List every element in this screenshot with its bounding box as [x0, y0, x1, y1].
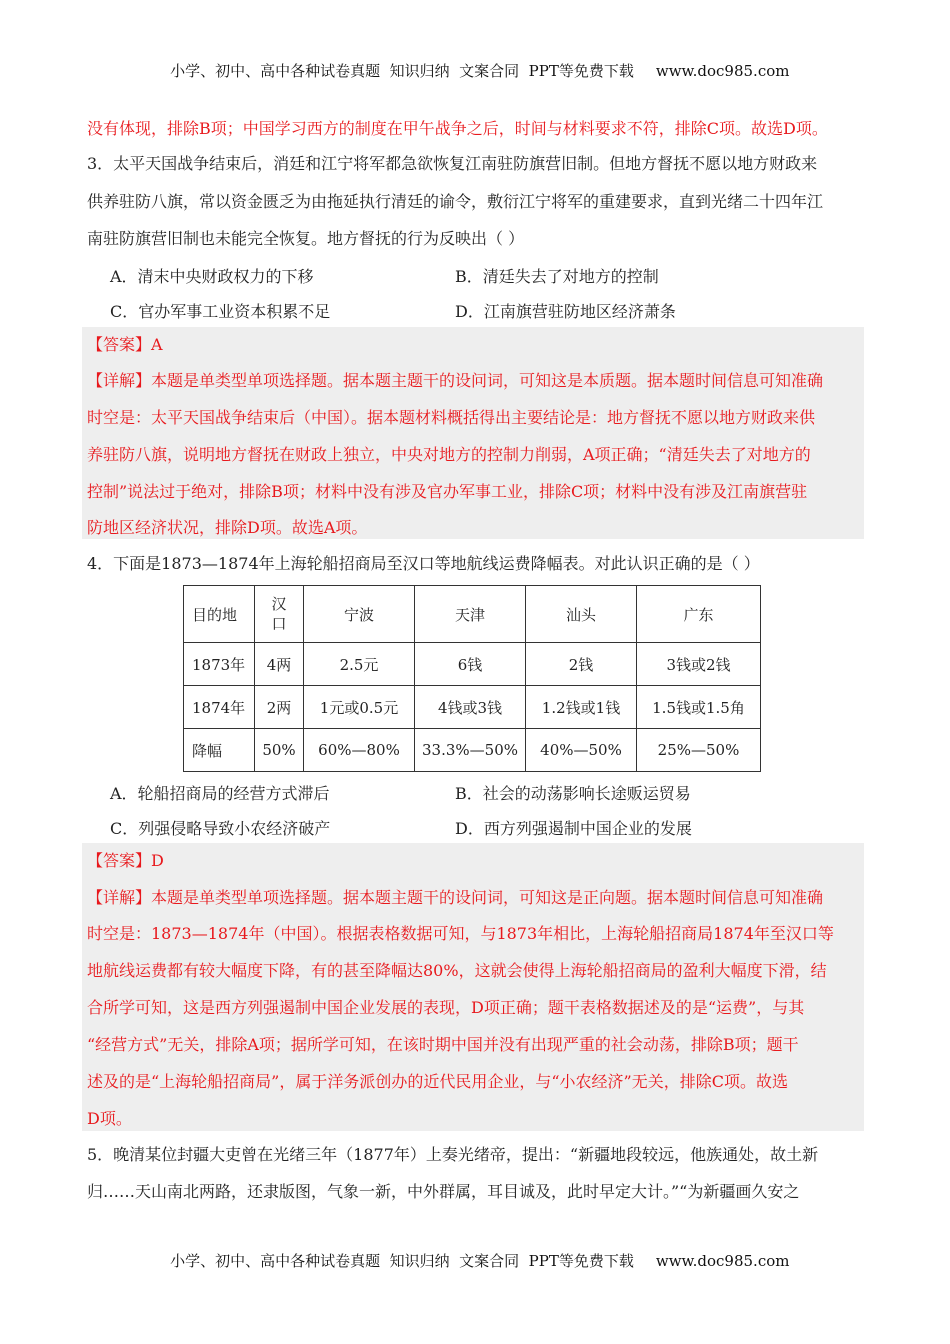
page-footer: [0, 1232, 950, 1271]
table-cell: 1873年: [184, 643, 255, 686]
table-cell: 2钱: [526, 643, 637, 686]
footer-url[interactable]: www.doc985.com: [655, 1252, 790, 1270]
q4-detail-5: “经营方式”无关，排除A项；据所学可知，在该时期中国并没有出现严重的社会动荡，排除B项；题干: [87, 1035, 799, 1054]
q4-option-d: D．西方列强遏制中国企业的发展: [455, 819, 692, 838]
header-text: 小学、初中、高中各种试卷真题 知识归纳 文案合同 PPT等免费下载: [170, 62, 634, 80]
q3-detail-4: 控制”说法过于绝对，排除B项；材料中没有涉及官办军事工业，排除C项；材料中没有涉及江南旗营驻: [87, 482, 808, 501]
footer-text: 小学、初中、高中各种试卷真题 知识归纳 文案合同 PPT等免费下载: [170, 1252, 634, 1270]
q4-detail-1: 【详解】本题是单类型单项选择题。据本题主题干的设问词，可知这是正向题。据本题时间信息可知准确: [87, 888, 824, 907]
table-cell: 降幅: [184, 729, 255, 772]
q3-answer-box: [82, 327, 864, 539]
table-cell: 1874年: [184, 686, 255, 729]
q4-detail-2: 时空是：1873—1874年（中国）。根据表格数据可知，与1873年相比，上海轮船招商局1874年至汉口等: [87, 924, 834, 943]
q3-option-d: D．江南旗营驻防地区经济萧条: [455, 302, 676, 321]
q3-detail-3: 养驻防八旗，说明地方督抚在财政上独立，中央对地方的控制力削弱，A项正确；“清廷失去了对地方的: [87, 445, 811, 464]
table-cell: 50%: [255, 729, 304, 772]
q4-answer: 【答案】D: [87, 851, 164, 870]
q4-detail-4: 合所学可知，这是西方列强遏制中国企业发展的表现，D项正确；题干表格数据述及的是“运费”，与其: [87, 998, 805, 1017]
q4-detail-6: 述及的是“上海轮船招商局”，属于洋务派创办的近代民用企业，与“小农经济”无关，排除C项。故选: [87, 1072, 788, 1091]
table-cell: 4钱或3钱: [415, 686, 526, 729]
q4-detail-3: 地航线运费都有较大幅度下降，有的甚至降幅达80%，这就会使得上海轮船招商局的盈利大幅度下滑，结: [87, 961, 827, 980]
q3-detail-2: 时空是：太平天国战争结束后（中国）。据本题材料概括得出主要结论是：地方督抚不愿以地方财政来供: [87, 408, 816, 427]
page-header: [0, 42, 950, 81]
q3-option-c: C．官办军事工业资本积累不足: [110, 302, 331, 321]
table-row: [184, 643, 761, 686]
table-header-cell: 汉口: [255, 586, 304, 643]
q3-answer: 【答案】A: [87, 335, 163, 354]
table-cell: 1.5钱或1.5角: [637, 686, 761, 729]
table-cell: 1元或0.5元: [304, 686, 415, 729]
table-cell: 3钱或2钱: [637, 643, 761, 686]
q3-detail-1: 【详解】本题是单类型单项选择题。据本题主题干的设问词，可知这是本质题。据本题时间信息可知准确: [87, 371, 824, 390]
q3-option-b: B．清廷失去了对地方的控制: [455, 267, 659, 286]
table-cell: 6钱: [415, 643, 526, 686]
table-cell: 25%—50%: [637, 729, 761, 772]
header-url[interactable]: www.doc985.com: [655, 62, 790, 80]
table-cell: 4两: [255, 643, 304, 686]
table-cell: 60%—80%: [304, 729, 415, 772]
table-header-cell: 天津: [415, 586, 526, 643]
q4-detail-7: D项。: [87, 1109, 132, 1128]
table-cell: 33.3%—50%: [415, 729, 526, 772]
table-header-cell: 目的地: [184, 586, 255, 643]
q3-line-1: 3．太平天国战争结束后，消廷和江宁将军都急欲恢复江南驻防旗营旧制。但地方督抚不愿以地方财政来: [87, 154, 818, 173]
carry-over-text: 没有体现，排除B项；中国学习西方的制度在甲午战争之后，时间与材料要求不符，排除C项。故选D项。: [87, 119, 828, 138]
table-cell: 1.2钱或1钱: [526, 686, 637, 729]
q5-line-1: 5．晚清某位封疆大吏曾在光绪三年（1877年）上奏光绪帝，提出：“新疆地段较远，他族通处，故土新: [87, 1145, 819, 1164]
table-row: [184, 729, 761, 772]
q5-line-2: 归……天山南北两路，还隶版图，气象一新，中外群属，耳目诚及，此时早定大计。”“为新疆画久安之: [87, 1182, 800, 1201]
q3-detail-5: 防地区经济状况，排除D项。故选A项。: [87, 518, 368, 537]
q3-line-2: 供养驻防八旗，常以资金匮乏为由拖延执行清廷的谕令，敷衍江宁将军的重建要求，直到光绪二十四年江: [87, 192, 824, 211]
table-header-row: [184, 586, 761, 643]
table-cell: 2.5元: [304, 643, 415, 686]
table-header-cell: 宁波: [304, 586, 415, 643]
q4-stem: 4．下面是1873—1874年上海轮船招商局至汉口等地航线运费降幅表。对此认识正确的是（ ）: [87, 554, 760, 573]
q4-option-b: B．社会的动荡影响长途贩运贸易: [455, 784, 691, 803]
fare-table: [183, 585, 761, 772]
q3-option-a: A．清末中央财政权力的下移: [110, 267, 314, 286]
table-header-cell: 广东: [637, 586, 761, 643]
q4-option-a: A．轮船招商局的经营方式滞后: [110, 784, 330, 803]
table-row: [184, 686, 761, 729]
table-header-cell: 汕头: [526, 586, 637, 643]
table-cell: 2两: [255, 686, 304, 729]
q3-line-3: 南驻防旗营旧制也未能完全恢复。地方督抚的行为反映出（ ）: [87, 229, 525, 248]
table-cell: 40%—50%: [526, 729, 637, 772]
q4-option-c: C．列强侵略导致小农经济破产: [110, 819, 331, 838]
